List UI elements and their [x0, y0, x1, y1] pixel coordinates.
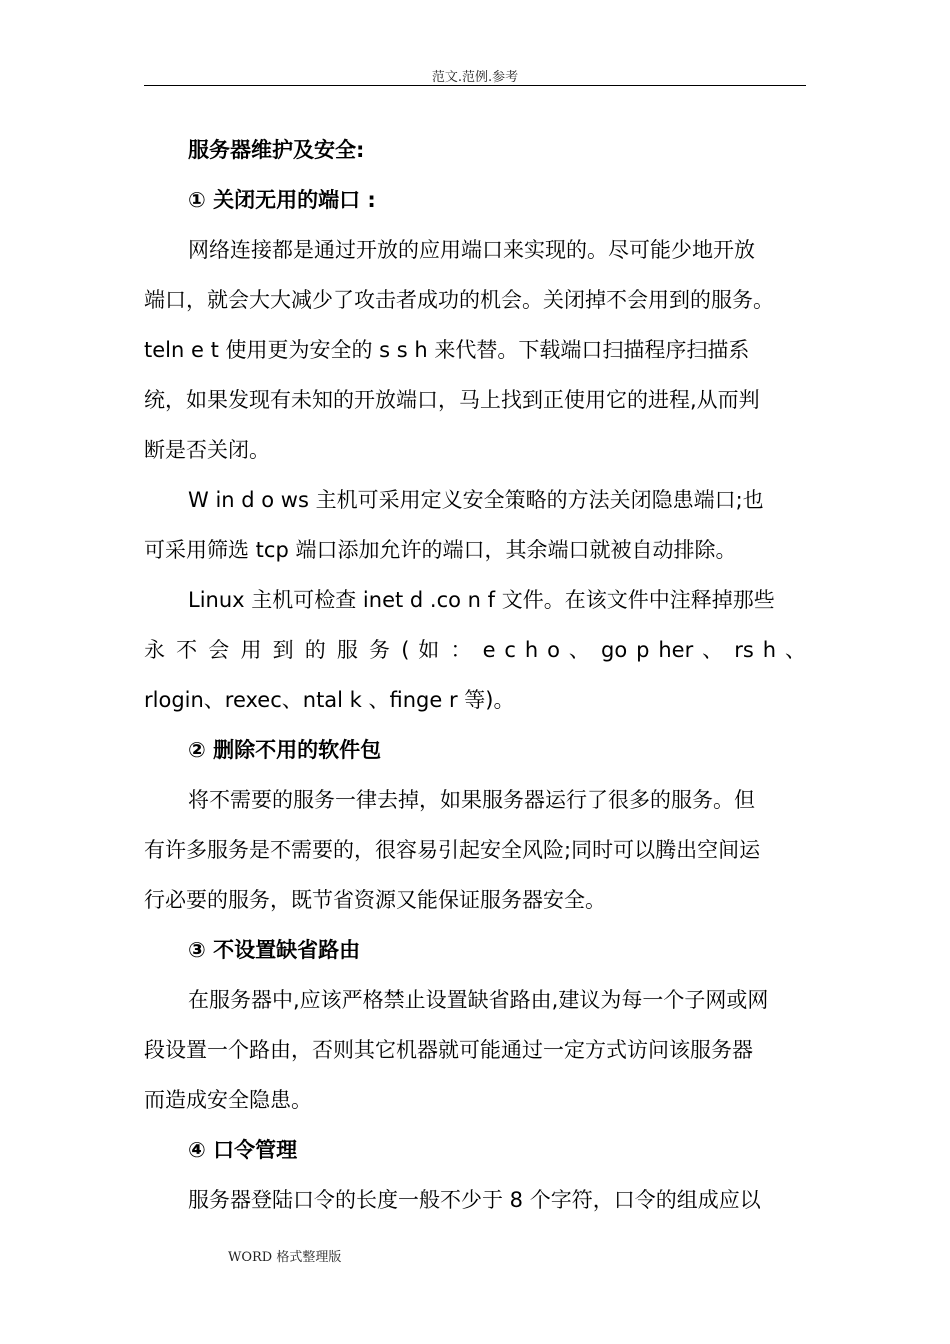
paragraph-line: 将不需要的服务一律去掉，如果服务器运行了很多的服务。但	[188, 788, 755, 812]
paragraph-line: 有许多服务是不需要的，很容易引起安全风险;同时可以腾出空间运	[144, 838, 761, 862]
paragraph-line: W in d o ws 主机可采用定义安全策略的方法关闭隐患端口;也	[188, 488, 764, 512]
paragraph-line: 可采用筛选 tcp 端口添加允许的端口，其余端口就被自动排除。	[144, 538, 737, 562]
paragraph-line: 网络连接都是通过开放的应用端口来实现的。尽可能少地开放	[188, 238, 755, 262]
paragraph-line: 行必要的服务，既节省资源又能保证服务器安全。	[144, 888, 606, 912]
header-divider	[144, 85, 806, 86]
subsection-heading-3: ③ 不设置缺省路由	[188, 938, 361, 962]
paragraph-line: rlogin、rexec、ntal k 、finge r 等)。	[144, 688, 515, 712]
paragraph-line: 在服务器中,应该严格禁止设置缺省路由,建议为每一个子网或网	[188, 988, 769, 1012]
section-heading: 服务器维护及安全:	[188, 138, 365, 162]
paragraph-line: 段设置一个路由，否则其它机器就可能通过一定方式访问该服务器	[144, 1038, 753, 1062]
subsection-heading-2: ② 删除不用的软件包	[188, 738, 382, 762]
paragraph-line: 断是否关闭。	[144, 438, 270, 462]
paragraph-line: 永 不 会 用 到 的 服 务 ( 如 ： e c h o 、 go p her 、 rs h 、	[144, 638, 806, 662]
paragraph-line: teln e t 使用更为安全的 s s h 来代替。下载端口扫描程序扫描系	[144, 338, 750, 362]
document-body	[144, 125, 806, 1225]
subsection-heading-4: ④ 口令管理	[188, 1138, 298, 1162]
paragraph-line: 端口，就会大大减少了攻击者成功的机会。关闭掉不会用到的服务。	[144, 288, 774, 312]
page-header: 范文.范例.参考	[431, 70, 519, 85]
page-footer: WORD 格式整理版	[228, 1250, 342, 1265]
paragraph-line: 服务器登陆口令的长度一般不少于 8 个字符，口令的组成应以	[188, 1188, 761, 1212]
paragraph-line: 而造成安全隐患。	[144, 1088, 312, 1112]
subsection-heading-1: ① 关闭无用的端口 :	[188, 188, 376, 212]
paragraph-line: 统，如果发现有未知的开放端口，马上找到正使用它的进程,从而判	[144, 388, 760, 412]
paragraph-line: Linux 主机可检查 inet d .co n f 文件。在该文件中注释掉那些	[188, 588, 775, 612]
